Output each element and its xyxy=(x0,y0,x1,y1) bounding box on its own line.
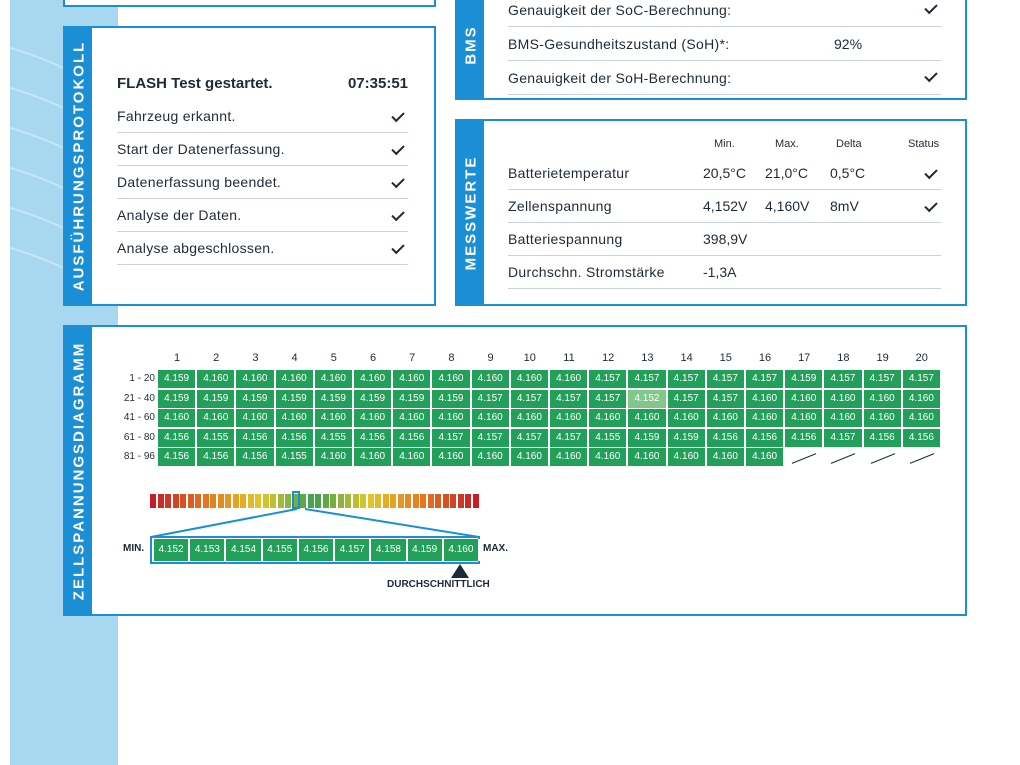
voltage-cell: 4.156 xyxy=(903,429,942,447)
voltage-cell: 4.160 xyxy=(628,448,667,466)
check-icon xyxy=(924,199,937,212)
protokoll-row-label: Datenerfassung beendet. xyxy=(117,174,282,190)
voltage-cell: 4.157 xyxy=(824,429,863,447)
voltage-cell: 4.160 xyxy=(432,409,471,427)
voltage-cell: 4.159 xyxy=(785,370,824,388)
bms-tab-label: BMS xyxy=(462,25,479,65)
grid-column-header: 13 xyxy=(641,352,654,364)
voltage-cell: 4.160 xyxy=(315,409,354,427)
voltage-cell: 4.160 xyxy=(236,370,275,388)
check-icon xyxy=(924,166,937,179)
voltage-cell: 4.156 xyxy=(197,448,236,466)
grid-column-header: 9 xyxy=(487,352,494,364)
empty-cell-slash xyxy=(870,453,894,464)
messwerte-max: 4,160V xyxy=(765,198,810,214)
protokoll-time: 07:35:51 xyxy=(347,75,408,92)
voltage-cell: 4.156 xyxy=(158,429,197,447)
protokoll-row xyxy=(117,133,408,166)
check-icon xyxy=(391,109,404,122)
messwerte-row xyxy=(508,223,941,256)
grid-row-label: 61 - 80 xyxy=(123,431,155,443)
voltage-cell: 4.159 xyxy=(432,390,471,408)
empty-cell-slash xyxy=(831,453,855,464)
voltage-cell: 4.157 xyxy=(628,370,667,388)
bms-row xyxy=(508,60,941,95)
grid-column-header: 7 xyxy=(409,352,416,364)
scale-value-cell: 4.152 xyxy=(154,539,190,561)
voltage-cell: 4.160 xyxy=(550,448,589,466)
voltage-cell: 4.160 xyxy=(864,390,903,408)
grid-column-header: 17 xyxy=(798,352,811,364)
voltage-cell: 4.160 xyxy=(668,448,707,466)
voltage-cell: 4.160 xyxy=(354,409,393,427)
average-arrow xyxy=(451,564,469,578)
grid-column-header: 15 xyxy=(719,352,732,364)
voltage-cell: 4.156 xyxy=(158,448,197,466)
voltage-cell: 4.160 xyxy=(511,409,550,427)
scale-value-cell: 4.157 xyxy=(335,539,371,561)
voltage-cell: 4.157 xyxy=(707,370,746,388)
voltage-cell: 4.156 xyxy=(276,429,315,447)
grid-column-header: 5 xyxy=(330,352,337,364)
diagramm-tab xyxy=(65,327,92,614)
voltage-cell: 4.159 xyxy=(197,390,236,408)
scale-values xyxy=(154,539,476,561)
voltage-cell: 4.156 xyxy=(236,448,275,466)
voltage-cell: 4.160 xyxy=(472,448,511,466)
voltage-cell: 4.157 xyxy=(864,370,903,388)
scale-value-cell: 4.153 xyxy=(190,539,226,561)
grid-column-header: 2 xyxy=(213,352,220,364)
grid-row-label: 41 - 60 xyxy=(123,412,155,423)
scale-value-cell: 4.159 xyxy=(408,539,444,561)
voltage-cell: 4.156 xyxy=(236,429,275,447)
voltage-cell: 4.155 xyxy=(315,429,354,447)
messwerte-min: -1,3A xyxy=(703,264,737,280)
check-icon xyxy=(391,208,404,221)
protokoll-row-label: Start der Datenerfassung. xyxy=(117,141,285,157)
bms-row-value: 92% xyxy=(834,36,863,52)
voltage-cell: 4.156 xyxy=(746,429,785,447)
voltage-cell: 4.159 xyxy=(158,390,197,408)
bms-row xyxy=(508,26,941,61)
voltage-cell: 4.160 xyxy=(393,370,432,388)
scale-zoom-lines xyxy=(145,505,485,539)
protokoll-row-label: Fahrzeug erkannt. xyxy=(117,108,236,124)
voltage-cell: 4.156 xyxy=(354,429,393,447)
bms-row-label: Genauigkeit der SoH-Berechnung: xyxy=(508,70,732,86)
top-left-panel-fragment xyxy=(63,0,436,7)
voltage-cell: 4.157 xyxy=(432,429,471,447)
voltage-cell: 4.155 xyxy=(197,429,236,447)
messwerte-panel xyxy=(455,119,967,306)
grid-row-label: 1 - 20 xyxy=(129,373,155,384)
bms-row xyxy=(508,0,941,27)
messwerte-row xyxy=(508,157,941,190)
voltage-cell: 4.160 xyxy=(550,409,589,427)
voltage-cell: 4.157 xyxy=(550,390,589,408)
voltage-cell: 4.157 xyxy=(824,370,863,388)
grid-column-header: 16 xyxy=(758,352,772,364)
voltage-cell: 4.160 xyxy=(707,409,746,427)
messwerte-tab-label: MESSWERTE xyxy=(462,155,479,270)
voltage-cell: 4.157 xyxy=(550,429,589,447)
voltage-cell: 4.156 xyxy=(785,429,824,447)
protokoll-row xyxy=(117,166,408,199)
grid-column-header: 20 xyxy=(915,352,928,364)
messwerte-row-label: Batterietemperatur xyxy=(508,165,630,181)
voltage-cell: 4.155 xyxy=(276,448,315,466)
voltage-cell: 4.160 xyxy=(589,448,628,466)
voltage-cell: 4.156 xyxy=(864,429,903,447)
protokoll-row-label: Analyse abgeschlossen. xyxy=(117,240,275,256)
voltage-cell: 4.160 xyxy=(903,409,942,427)
protokoll-tab xyxy=(65,28,92,304)
messwerte-delta: 8mV xyxy=(830,198,859,214)
voltage-cell: 4.160 xyxy=(785,390,824,408)
voltage-cell: 4.155 xyxy=(589,429,628,447)
diagramm-panel xyxy=(63,325,967,616)
bms-panel xyxy=(455,0,967,100)
voltage-cell: 4.160 xyxy=(354,448,393,466)
header-status: Status xyxy=(908,138,940,150)
protokoll-title: FLASH Test gestartet. xyxy=(117,75,273,92)
messwerte-row xyxy=(508,190,941,223)
messwerte-row-label: Zellenspannung xyxy=(508,198,612,214)
voltage-cell: 4.157 xyxy=(746,370,785,388)
voltage-cell: 4.152 xyxy=(628,390,667,408)
voltage-cell: 4.160 xyxy=(315,370,354,388)
header-max: Max. xyxy=(775,138,799,150)
voltage-cell: 4.159 xyxy=(628,429,667,447)
voltage-cell: 4.160 xyxy=(354,370,393,388)
voltage-cell: 4.160 xyxy=(550,370,589,388)
header-min: Min. xyxy=(714,138,735,150)
diagramm-tab-label: ZELLSPANNUNGSDIAGRAMM xyxy=(70,341,87,600)
voltage-cell: 4.157 xyxy=(511,390,550,408)
check-icon xyxy=(924,1,937,14)
voltage-cell: 4.160 xyxy=(236,409,275,427)
voltage-cell: 4.160 xyxy=(276,370,315,388)
scale-value-cell: 4.160 xyxy=(444,539,480,561)
voltage-cell: 4.159 xyxy=(668,429,707,447)
voltage-cell: 4.157 xyxy=(903,370,942,388)
grid-column-header: 4 xyxy=(291,352,298,364)
voltage-cell: 4.160 xyxy=(197,409,236,427)
voltage-cell: 4.159 xyxy=(315,390,354,408)
scale-min-label: MIN. xyxy=(123,543,145,554)
scale-value-cell: 4.156 xyxy=(299,539,335,561)
voltage-cell: 4.157 xyxy=(668,390,707,408)
average-label: DURCHSCHNITTLICH xyxy=(387,579,490,590)
bms-row-label: Genauigkeit der SoC-Berechnung: xyxy=(508,2,732,18)
grid-column-header: 12 xyxy=(602,352,615,364)
protokoll-row xyxy=(117,232,408,265)
voltage-cell: 4.160 xyxy=(158,409,197,427)
voltage-cell: 4.157 xyxy=(589,390,628,408)
grid-column-header: 19 xyxy=(876,352,889,364)
grid-column-header: 11 xyxy=(563,352,575,364)
voltage-cell: 4.160 xyxy=(785,409,824,427)
voltage-cell: 4.159 xyxy=(393,390,432,408)
empty-cell-slash xyxy=(792,453,816,464)
voltage-cell: 4.160 xyxy=(276,409,315,427)
protokoll-panel xyxy=(63,26,436,306)
voltage-cell: 4.160 xyxy=(393,448,432,466)
voltage-cell: 4.157 xyxy=(472,390,511,408)
scale-value-cell: 4.158 xyxy=(371,539,407,561)
grid-column-header: 18 xyxy=(837,352,850,364)
voltage-cell: 4.160 xyxy=(589,409,628,427)
check-icon xyxy=(391,142,404,155)
messwerte-min: 398,9V xyxy=(703,231,748,247)
voltage-cell: 4.159 xyxy=(236,390,275,408)
voltage-cell: 4.157 xyxy=(707,390,746,408)
voltage-cell: 4.160 xyxy=(315,448,354,466)
empty-cell-slash xyxy=(910,453,934,464)
voltage-cell: 4.160 xyxy=(746,390,785,408)
voltage-cell: 4.160 xyxy=(628,409,667,427)
voltage-cell: 4.160 xyxy=(707,448,746,466)
voltage-cell: 4.159 xyxy=(158,370,197,388)
protokoll-row xyxy=(117,100,408,133)
grid-column-header: 6 xyxy=(369,352,377,364)
messwerte-row-label: Durchschn. Stromstärke xyxy=(508,264,665,280)
voltage-cell: 4.160 xyxy=(432,448,471,466)
grid-column-header: 3 xyxy=(252,352,259,364)
grid-row-label: 81 - 96 xyxy=(123,451,155,462)
scale-max-label: MAX. xyxy=(483,543,508,554)
voltage-cell: 4.160 xyxy=(511,370,550,388)
messwerte-row xyxy=(508,256,941,289)
voltage-cell: 4.159 xyxy=(276,390,315,408)
protokoll-tab-label: AUSFÜHRUNGSPROTOKOLL xyxy=(70,40,87,292)
messwerte-row-label: Batteriespannung xyxy=(508,231,623,247)
voltage-cell: 4.160 xyxy=(903,390,942,408)
voltage-cell: 4.157 xyxy=(668,370,707,388)
grid-row-label: 21 - 40 xyxy=(123,392,155,404)
check-icon xyxy=(391,175,404,188)
messwerte-max: 21,0°C xyxy=(765,165,808,181)
voltage-cell: 4.160 xyxy=(472,370,511,388)
scale-value-cell: 4.154 xyxy=(226,539,262,561)
bms-row-label: BMS-Gesundheitszustand (SoH)*: xyxy=(508,36,730,52)
check-icon xyxy=(924,69,937,82)
protokoll-row xyxy=(117,199,408,232)
voltage-cell: 4.160 xyxy=(432,370,471,388)
voltage-cell: 4.159 xyxy=(354,390,393,408)
grid-column-header: 8 xyxy=(448,352,455,364)
voltage-cell: 4.157 xyxy=(472,429,511,447)
voltage-cell: 4.160 xyxy=(824,409,863,427)
voltage-cell: 4.156 xyxy=(393,429,432,447)
voltage-cell: 4.160 xyxy=(668,409,707,427)
protokoll-row-label: Analyse der Daten. xyxy=(117,207,242,223)
voltage-cell: 4.160 xyxy=(472,409,511,427)
scale-box xyxy=(150,536,480,564)
voltage-cell: 4.160 xyxy=(746,409,785,427)
bms-tab xyxy=(457,0,484,98)
voltage-cell: 4.160 xyxy=(197,370,236,388)
voltage-cell: 4.157 xyxy=(511,429,550,447)
messwerte-min: 20,5°C xyxy=(703,165,746,181)
voltage-cell: 4.160 xyxy=(824,390,863,408)
voltage-cell: 4.160 xyxy=(393,409,432,427)
messwerte-delta: 0,5°C xyxy=(830,165,866,181)
voltage-cell: 4.160 xyxy=(864,409,903,427)
voltage-cell: 4.157 xyxy=(589,370,628,388)
grid-column-header: 10 xyxy=(523,352,536,364)
scale-value-cell: 4.155 xyxy=(263,539,299,561)
grid-column-header: 14 xyxy=(680,352,693,364)
voltage-cell: 4.160 xyxy=(511,448,550,466)
voltage-cell: 4.160 xyxy=(746,448,785,466)
messwerte-min: 4,152V xyxy=(703,198,748,214)
voltage-cell: 4.156 xyxy=(707,429,746,447)
messwerte-tab xyxy=(457,121,484,304)
check-icon xyxy=(391,241,404,254)
grid-column-header: 1 xyxy=(173,352,181,364)
header-delta: Delta xyxy=(836,138,862,150)
